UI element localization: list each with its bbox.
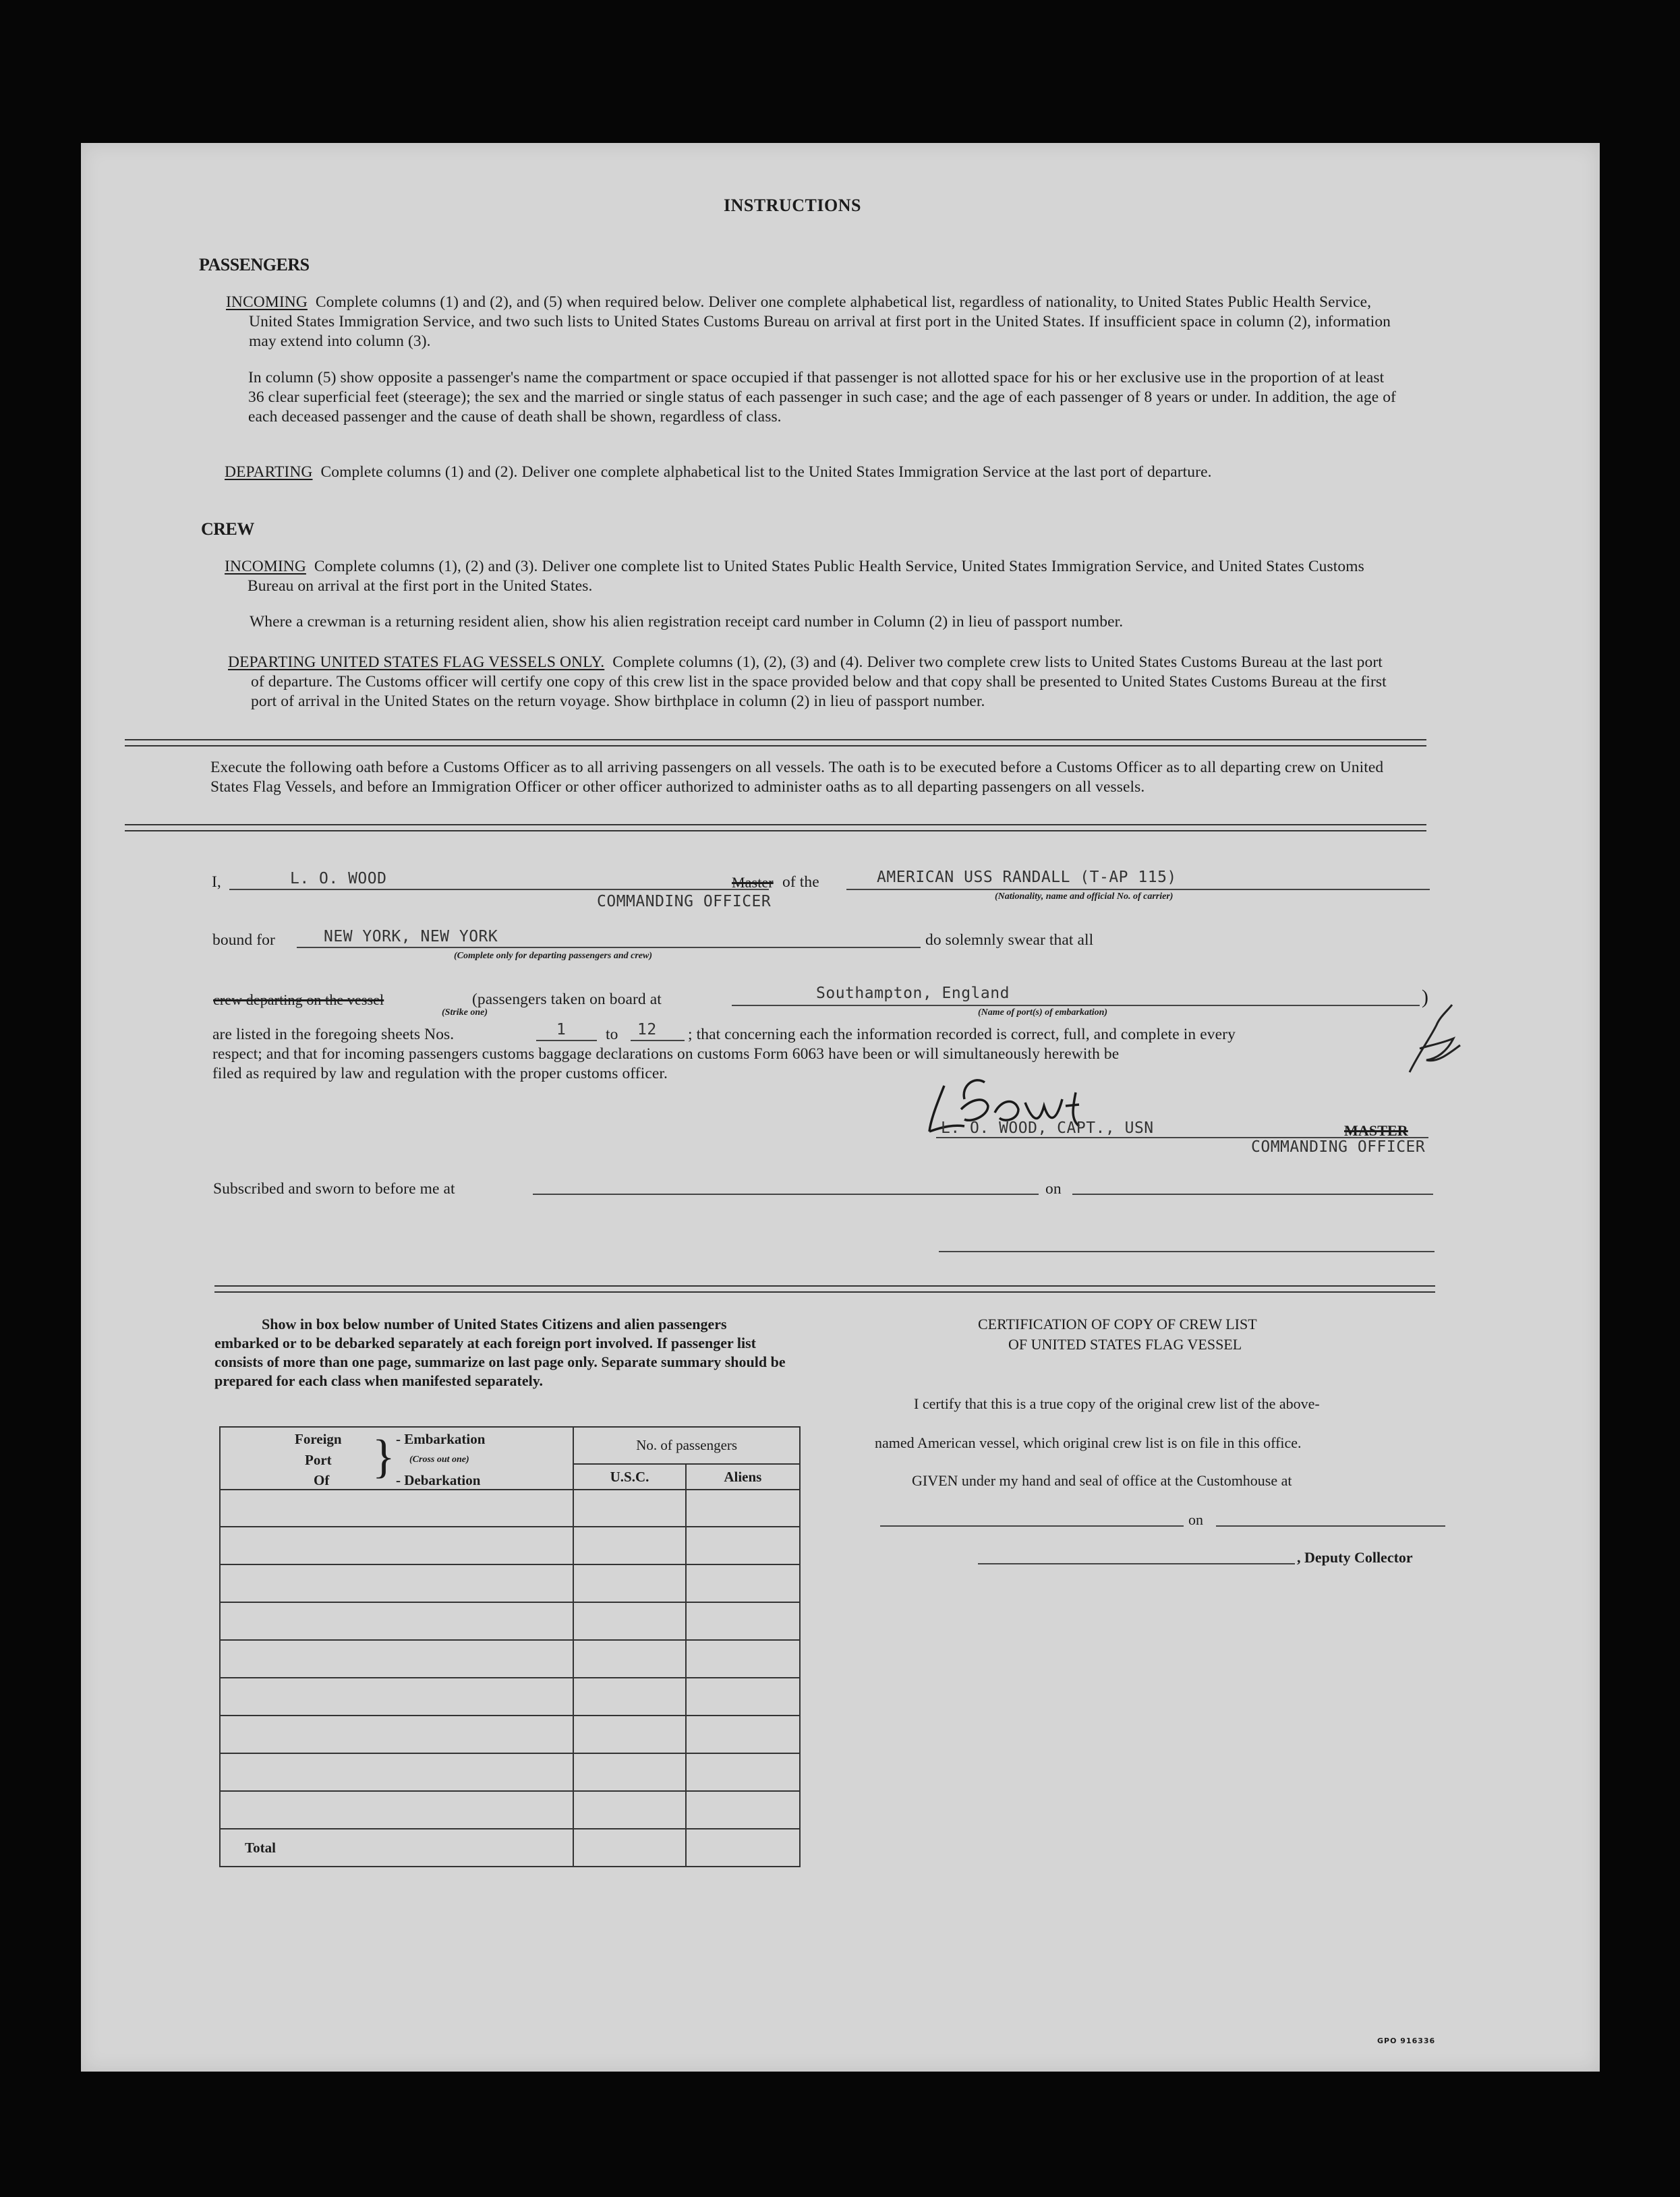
departing-us-label: DEPARTING UNITED STATES FLAG VESSELS ONLY.: [228, 653, 605, 671]
aliens-cell[interactable]: [686, 1564, 800, 1602]
deputy-collector-label: , Deputy Collector: [1297, 1549, 1413, 1566]
passenger-summary-table: [219, 1426, 801, 1867]
bound-for-label: bound for: [212, 931, 275, 949]
usc-cell[interactable]: [573, 1678, 685, 1716]
page-title: INSTRUCTIONS: [724, 196, 861, 215]
signature-typed: L. O. WOOD, CAPT., USN: [941, 1119, 1154, 1137]
total-label: Total: [220, 1829, 573, 1867]
incoming-text: Complete columns (1) and (2), and (5) when required below. Deliver one complete alphabetical list, regardless of nationality, to United States Public Health Service, United States Immigration Service, and two such lists to United States Customs Bureau on arrival at first port in the United States. If insufficient space in column (2), information may extend into column (3).: [249, 293, 1391, 350]
bound-for-line: [297, 947, 921, 948]
bound-caption: (Complete only for departing passengers and crew): [454, 951, 652, 961]
usc-cell[interactable]: [573, 1791, 685, 1829]
oath-instructions: [210, 758, 1418, 797]
column5-text: In column (5) show opposite a passenger's name the compartment or space occupied if that passenger is not allotted space for his or her exclusive use in the proportion of at least 36 clear superficial feet (steerage); the sex and the married or single status of each passenger in such case; and the age of each passenger of 8 years or under. In addition, the age of each deceased passenger and the cause of death shall be shown, regardless of class.: [248, 369, 1396, 426]
table-row: [220, 1753, 800, 1791]
certification-title-2: OF UNITED STATES FLAG VESSEL: [1008, 1336, 1242, 1353]
port-header-cell: [220, 1427, 573, 1490]
crew-heading: CREW: [201, 519, 254, 539]
debarkation-label: - Debarkation: [396, 1472, 481, 1488]
swear-text: do solemnly swear that all: [925, 931, 1094, 949]
subscribed-place-line: [533, 1194, 1039, 1195]
no-passengers-header: No. of passengers: [573, 1427, 800, 1464]
certification-title-1: CERTIFICATION OF COPY OF CREW LIST: [978, 1316, 1257, 1332]
usc-cell[interactable]: [573, 1527, 685, 1564]
usc-cell[interactable]: [573, 1490, 685, 1527]
crewman-text: Where a crewman is a returning resident alien, show his alien registration receipt card number in Column (2) in lieu of passport number.: [250, 613, 1124, 631]
usc-total-cell[interactable]: [573, 1829, 685, 1867]
strike-caption: (Strike one): [442, 1007, 488, 1018]
subscribed-label: Subscribed and sworn to before me at: [213, 1180, 455, 1198]
sheet-from-line: [536, 1040, 597, 1041]
foreign-label: Foreign: [295, 1431, 342, 1447]
bound-for-value: NEW YORK, NEW YORK: [324, 928, 498, 945]
respect-text: respect; and that for incoming passengers customs baggage declarations on customs Form 6063 have been or will simultaneously herewith be: [212, 1045, 1120, 1063]
carrier-name: AMERICAN USS RANDALL (T-AP 115): [877, 869, 1177, 886]
signature-master-strike: MASTER: [1344, 1122, 1408, 1139]
aliens-header: Aliens: [686, 1464, 800, 1490]
certification-line-1: I certify that this is a true copy of the original crew list of the above-: [914, 1395, 1320, 1412]
table-row: [220, 1490, 800, 1527]
officer-signature-line: [939, 1251, 1435, 1252]
sheet-from: 1: [556, 1021, 567, 1038]
usc-cell[interactable]: [573, 1640, 685, 1678]
crew-incoming-paragraph: [225, 557, 1399, 596]
aliens-cell[interactable]: [686, 1791, 800, 1829]
usc-cell[interactable]: [573, 1564, 685, 1602]
usc-cell[interactable]: [573, 1716, 685, 1753]
of-the-label: of the: [782, 873, 819, 891]
aliens-cell[interactable]: [686, 1678, 800, 1716]
cross-out-label: (Cross out one): [409, 1455, 469, 1465]
incoming-label: INCOMING: [226, 293, 308, 311]
crew-incoming-text: Complete columns (1), (2) and (3). Deliver one complete list to United States Public Health Service, United States Immigration Service, and United States Customs Bureau on arrival at the first port in the United States.: [248, 558, 1364, 595]
subscribed-on-label: on: [1045, 1180, 1062, 1198]
usc-cell[interactable]: [573, 1602, 685, 1640]
table-row: [220, 1602, 800, 1640]
signature-title: COMMANDING OFFICER: [1251, 1138, 1426, 1156]
port-cell[interactable]: [220, 1602, 573, 1640]
port-cell[interactable]: [220, 1527, 573, 1564]
port-cell[interactable]: [220, 1716, 573, 1753]
listed-label: are listed in the foregoing sheets Nos.: [212, 1026, 455, 1043]
passengers-incoming-paragraph: [226, 293, 1399, 351]
port-cell[interactable]: [220, 1490, 573, 1527]
aliens-cell[interactable]: [686, 1527, 800, 1564]
port-line: [732, 1005, 1420, 1006]
bracket-mark: ): [1422, 986, 1428, 1008]
table-row: [220, 1640, 800, 1678]
certification-date-line: [1216, 1525, 1445, 1527]
port-label: Port: [305, 1452, 332, 1468]
embarkation-label: - Embarkation: [396, 1431, 486, 1447]
table-row: [220, 1716, 800, 1753]
sheet-to-line: [631, 1040, 685, 1041]
port-cell[interactable]: [220, 1564, 573, 1602]
table-row: [220, 1527, 800, 1564]
brace: }: [372, 1431, 395, 1483]
passengers-taken-label: (passengers taken on board at: [472, 991, 662, 1008]
of-label: Of: [314, 1472, 330, 1488]
to-label: to: [606, 1026, 618, 1043]
carrier-caption: (Nationality, name and official No. of carrier): [995, 891, 1174, 902]
certification-on-label: on: [1188, 1511, 1203, 1528]
execute-text: Execute the following oath before a Customs Officer as to all arriving passengers on all vessels. The oath is to be executed before a Customs Officer as to all departing crew on United States Flag Vessels, and before an Immigration Officer or other officer authorized to administer oaths as to all departing passengers on all vessels.: [210, 759, 1384, 796]
port-cell[interactable]: [220, 1640, 573, 1678]
crewman-paragraph: [250, 612, 1399, 632]
table-row: [220, 1678, 800, 1716]
usc-header: U.S.C.: [573, 1464, 685, 1490]
certification-line-3: GIVEN under my hand and seal of office at the Customhouse at: [912, 1472, 1292, 1489]
filed-text: filed as required by law and regulation with the proper customs officer.: [212, 1065, 668, 1082]
summary-instructions-text: Show in box below number of United States Citizens and alien passengers embarked or to be debarked separately at each foreign port involved. If passenger list consists of more than one page, summarize on last page only. Separate summary should be prepared for each class when manifested separately.: [214, 1316, 786, 1389]
departing-text: Complete columns (1) and (2). Deliver one complete alphabetical list to the United States Immigration Service at the last port of departure.: [320, 463, 1212, 481]
aliens-total-cell[interactable]: [686, 1829, 800, 1867]
aliens-cell[interactable]: [686, 1490, 800, 1527]
departing-us-text: Complete columns (1), (2), (3) and (4). Deliver two complete crew lists to United States Customs Bureau at the last port of departure. The Customs officer will certify one copy of this crew list in the space provided below and that copy shall be presented to United States Customs Bureau at the first port of arrival in the United States on the return voyage. Show birthplace in column (2) in lieu of passport number.: [251, 653, 1387, 710]
port-cell[interactable]: [220, 1791, 573, 1829]
aliens-cell[interactable]: [686, 1640, 800, 1678]
departing-us-paragraph: [228, 653, 1399, 711]
table-row: [220, 1564, 800, 1602]
passengers-departing-paragraph: [225, 463, 1399, 482]
customhouse-line: [880, 1525, 1184, 1527]
master-name-line: [229, 889, 769, 890]
divider: [125, 824, 1426, 831]
port-cell[interactable]: [220, 1678, 573, 1716]
port-value: Southampton, England: [816, 985, 1010, 1002]
usc-cell[interactable]: [573, 1753, 685, 1791]
aliens-cell[interactable]: [686, 1753, 800, 1791]
divider: [214, 1285, 1435, 1293]
gpo-number: GPO 916336: [1377, 2037, 1436, 2045]
carrier-line: [846, 889, 1430, 890]
deputy-signature-line: [978, 1563, 1295, 1564]
aliens-cell[interactable]: [686, 1602, 800, 1640]
crew-strike: crew departing on the vessel: [213, 991, 384, 1008]
port-caption: (Name of port(s) of embarkation): [978, 1007, 1108, 1018]
aliens-cell[interactable]: [686, 1716, 800, 1753]
port-cell[interactable]: [220, 1753, 573, 1791]
passengers-heading: PASSENGERS: [199, 255, 310, 274]
listed-rest: ; that concerning each the information recorded is correct, full, and complete in every: [688, 1026, 1236, 1043]
commanding-officer-typed: COMMANDING OFFICER: [597, 893, 772, 910]
departing-label: DEPARTING: [225, 463, 313, 481]
summary-instructions: [214, 1315, 794, 1390]
crew-incoming-label: INCOMING: [225, 558, 306, 575]
table-row: [220, 1829, 800, 1867]
master-strike: Master: [732, 874, 774, 891]
divider: [125, 739, 1426, 746]
i-label: I,: [212, 873, 221, 891]
column5-paragraph: [248, 368, 1399, 427]
subscribed-date-line: [1072, 1194, 1433, 1195]
margin-initials: [1399, 998, 1474, 1079]
certification-line-2: named American vessel, which original crew list is on file in this office.: [875, 1434, 1302, 1451]
master-name: L. O. WOOD: [290, 870, 387, 887]
table-row: [220, 1791, 800, 1829]
sheet-to: 12: [637, 1021, 657, 1038]
